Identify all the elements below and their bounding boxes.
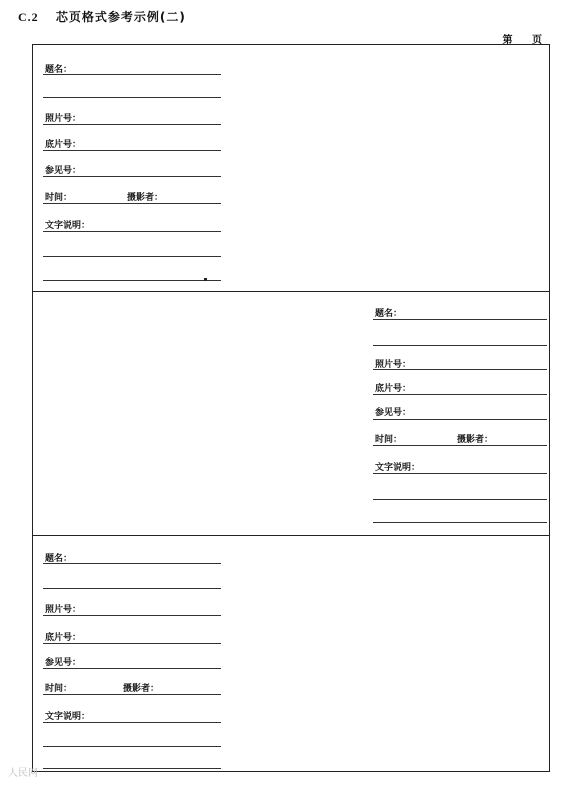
- photographer-label: 摄影者：: [123, 684, 160, 694]
- photo-no-line: [373, 369, 547, 370]
- reference-no-label: 参见号：: [45, 166, 82, 176]
- caption-line-2: [43, 746, 221, 747]
- caption-label: 文字说明：: [45, 221, 91, 231]
- title-line: [43, 563, 221, 564]
- caption-label: 文字说明：: [45, 712, 91, 722]
- negative-no-line: [373, 394, 547, 395]
- caption-line: [43, 231, 221, 232]
- reference-no-label: 参见号：: [375, 408, 412, 418]
- page-heading: [18, 8, 186, 25]
- caption-line: [373, 473, 547, 474]
- negative-no-label: 底片号：: [45, 633, 82, 643]
- heading-number: C.2: [18, 10, 39, 24]
- negative-no-line: [43, 150, 221, 151]
- title-line: [373, 319, 547, 320]
- time-line: [43, 694, 221, 695]
- page-frame: [32, 44, 550, 772]
- photo-no-line: [43, 124, 221, 125]
- title-label: 题名：: [45, 65, 73, 75]
- time-label: 时间：: [45, 684, 73, 694]
- caption-line-3: [43, 768, 221, 769]
- watermark-logo: 人民网: [8, 768, 38, 779]
- photo-no-label: 照片号：: [45, 605, 82, 615]
- heading-title: 芯页格式参考示例(二): [55, 10, 186, 24]
- title-label: 题名：: [375, 309, 403, 319]
- photographer-label: 摄影者：: [127, 193, 164, 203]
- page-number-prefix: 第: [502, 35, 513, 46]
- caption-block: [43, 536, 221, 772]
- caption-line-3: [373, 522, 547, 523]
- negative-no-label: 底片号：: [45, 140, 82, 150]
- title-line-2: [373, 345, 547, 346]
- reference-no-label: 参见号：: [45, 658, 82, 668]
- title-label: 题名：: [45, 554, 73, 564]
- time-label: 时间：: [45, 193, 73, 203]
- title-line-2: [43, 588, 221, 589]
- title-line: [43, 74, 221, 75]
- reference-no-line: [43, 668, 221, 669]
- caption-line-2: [373, 499, 547, 500]
- page-number-suffix: 页: [532, 35, 542, 46]
- negative-no-label: 底片号：: [375, 384, 412, 394]
- caption-line-2: [43, 256, 221, 257]
- caption-block: [43, 45, 221, 291]
- reference-no-line: [43, 176, 221, 177]
- caption-line: [43, 722, 221, 723]
- photographer-label: 摄影者：: [457, 435, 494, 445]
- reference-no-line: [373, 419, 547, 420]
- time-line: [43, 203, 221, 204]
- photo-section-3: [33, 536, 549, 772]
- photo-section-1: [33, 45, 549, 291]
- ink-dot: [204, 278, 207, 281]
- title-line-2: [43, 97, 221, 98]
- caption-block: [373, 292, 547, 535]
- caption-line-3: [43, 280, 221, 281]
- photo-section-2: [33, 292, 549, 535]
- photo-no-label: 照片号：: [375, 360, 412, 370]
- photo-no-line: [43, 615, 221, 616]
- photo-no-label: 照片号：: [45, 114, 82, 124]
- time-line: [373, 445, 547, 446]
- caption-label: 文字说明：: [375, 463, 421, 473]
- time-label: 时间：: [375, 435, 403, 445]
- negative-no-line: [43, 643, 221, 644]
